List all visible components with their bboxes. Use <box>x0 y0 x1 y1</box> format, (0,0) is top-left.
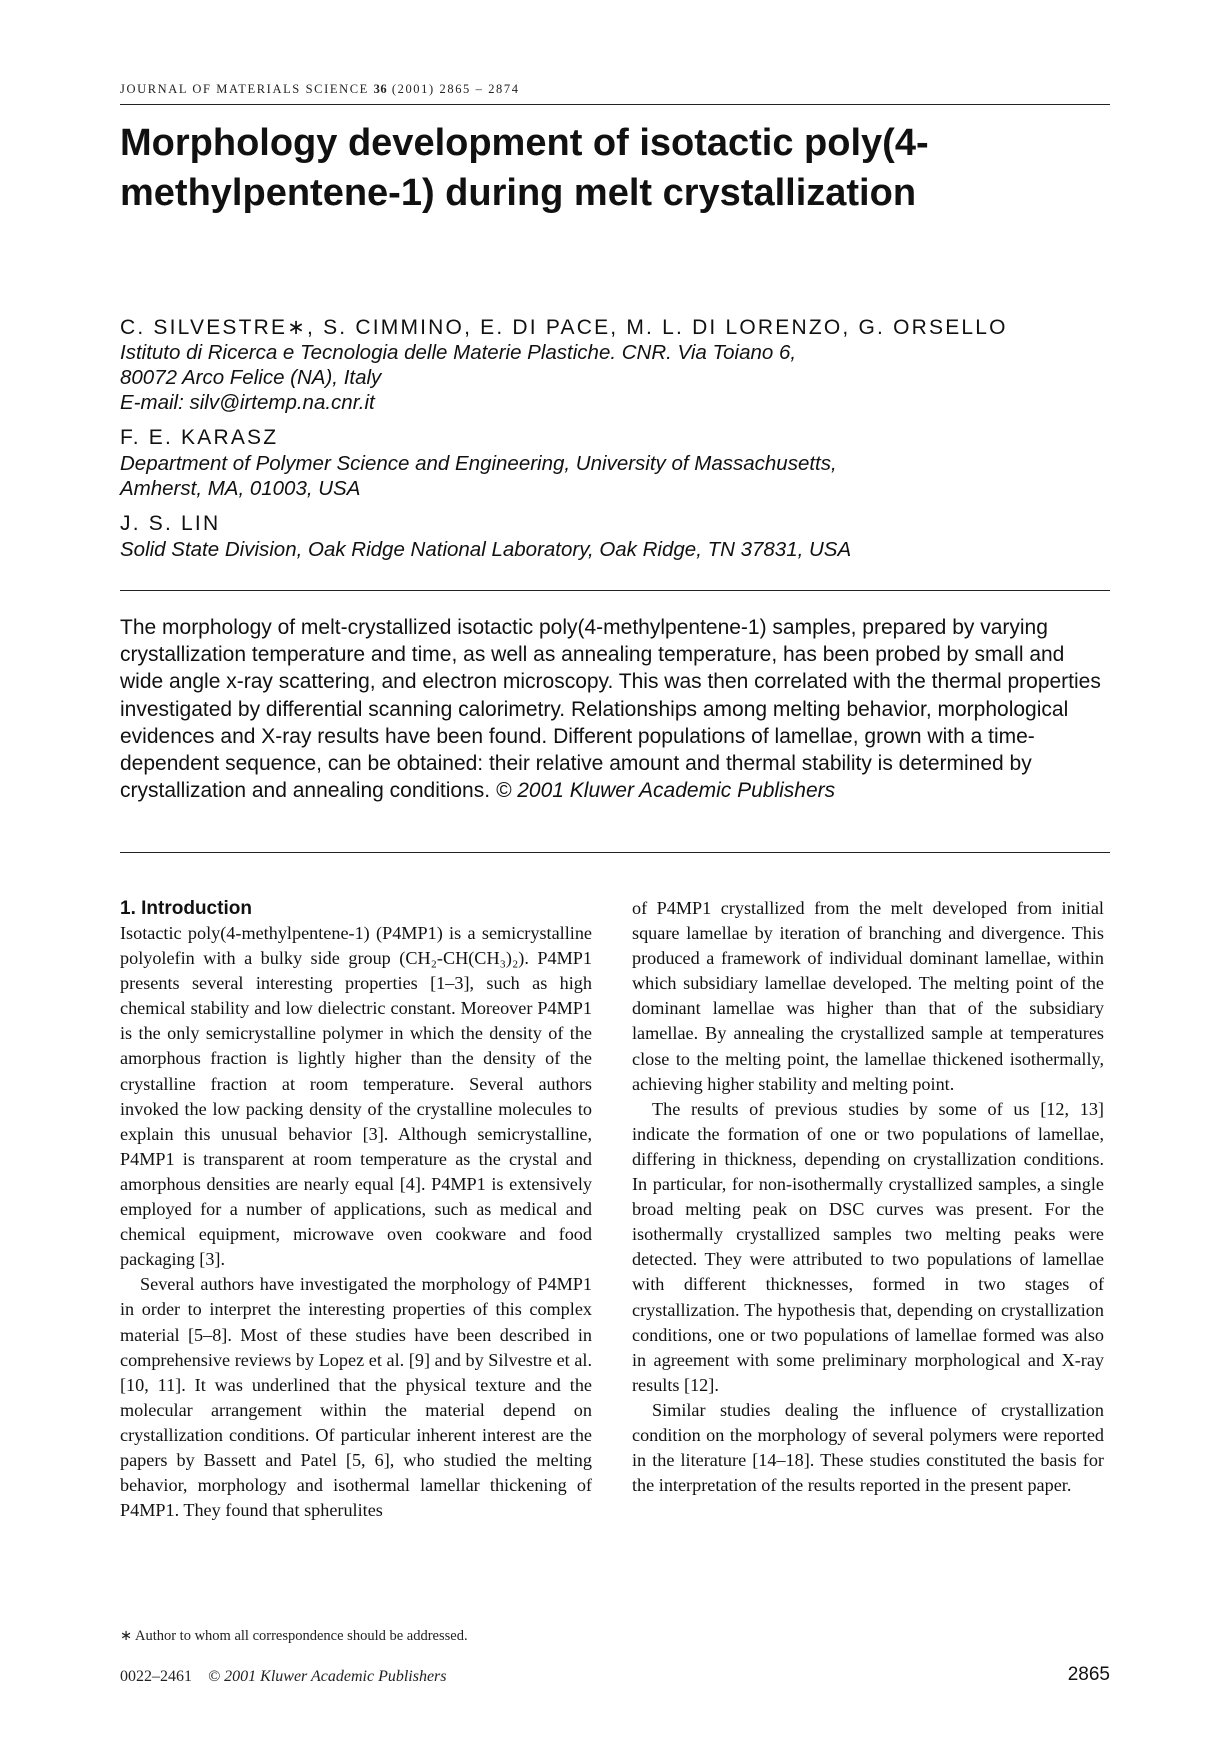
body-paragraph: of P4MP1 crystallized from the melt developed from initial square lamellae by iteration of branching and divergence. This produced a framework of individual dominant lamellae, within which subsidiary lamellae developed. The melting point of the dominant lamellae was higher than that of the subsidiary lamellae. By annealing the crystallized sample at temperatures close to the melting point, the lamellae thickened isothermally, achieving higher stability and melting point. <box>632 898 1104 1094</box>
abstract-text: The morphology of melt-crystallized isotactic poly(4-methylpentene-1) samples, prepared by varying crystallization temperature and time, as well as annealing temperature, has been probed by small and wide angle x-ray scattering, and electron microscopy. This was then correlated with the thermal properties investigated by differential scanning calorimetry. Relationships among melting behavior, morphological evidences and X-ray results have been found. Different populations of lamellae, grown with a time-dependent sequence, can be obtained: their relative amount and thermal stability is determined by crystallization and annealing conditions. <box>120 616 1101 803</box>
abstract <box>120 614 1110 804</box>
section-heading: 1. Introduction <box>120 898 252 919</box>
footnote: ∗ Author to whom all correspondence should be addressed. <box>120 1628 468 1644</box>
affiliation-line: Istituto di Ricerca e Tecnologia delle Materie Plastiche. CNR. Via Toiano 6, <box>120 341 797 364</box>
affiliation-2 <box>120 451 1110 501</box>
journal-volume: 36 <box>373 82 388 96</box>
author-names-1: C. SILVESTRE∗, S. CIMMINO, E. DI PACE, M. L. DI LORENZO, G. ORSELLO <box>120 316 1008 339</box>
left-column <box>120 896 592 1523</box>
affiliation-line: Department of Polymer Science and Engineering, University of Massachusetts, <box>120 452 837 475</box>
issn: 0022–2461 <box>120 1668 192 1685</box>
author-names-2: F. E. KARASZ <box>120 426 279 449</box>
affiliation-line: Solid State Division, Oak Ridge National Laboratory, Oak Ridge, TN 37831, USA <box>120 538 852 561</box>
affiliation-3 <box>120 537 1110 562</box>
footer-copyright: © 2001 Kluwer Academic Publishers <box>208 1668 447 1685</box>
author-email: E-mail: silv@irtemp.na.cnr.it <box>120 391 375 414</box>
abstract-copyright: © 2001 Kluwer Academic Publishers <box>495 779 836 803</box>
affiliation-line: Amherst, MA, 01003, USA <box>120 477 361 500</box>
body-paragraph: Similar studies dealing the influence of crystallization condition on the morphology of several polymers were reported in the literature [14–18]. These studies constituted the basis for the interpretation of the results reported in the present paper. <box>632 1399 1104 1496</box>
footer-info <box>120 1668 447 1686</box>
abstract-bottom-rule <box>120 852 1110 853</box>
header-rule <box>120 104 1110 105</box>
author-names-3: J. S. LIN <box>120 512 221 535</box>
right-column <box>632 896 1104 1498</box>
body-paragraph: Several authors have investigated the morphology of P4MP1 in order to interpret the interesting properties of this complex material [5–8]. Most of these studies have been described in comprehensive reviews by Lopez et al. [9] and by Silvestre et al. [10, 11]. It was underlined that the physical texture and the molecular arrangement within the material depend on crystallization conditions. Of particular inherent interest are the papers by Bassett and Patel [5, 6], who studied the melting behavior, morphology and isothermal lamellar thickening of P4MP1. They found that spherulites <box>120 1274 592 1521</box>
journal-name: JOURNAL OF MATERIALS SCIENCE <box>120 82 369 96</box>
paper-title: Morphology development of isotactic poly(4-methylpentene-1) during melt crystallization <box>120 122 929 214</box>
running-head <box>120 82 1110 97</box>
body-paragraph: Isotactic poly(4-methylpentene-1) (P4MP1) is a semicrystalline polyolefin with a bulky side group (CH₂-CH(CH₃)₂). P4MP1 presents several interesting properties [1–3], such as high chemical stability and low dielectric constant. Moreover P4MP1 is the only semicrystalline polymer in which the density of the amorphous fraction is lightly higher than the density of the crystalline fraction at room temperature. Several authors invoked the low packing density of the crystalline molecules to explain this unusual behavior [3]. Although semicrystalline, P4MP1 is transparent at room temperature as the crystal and amorphous densities are nearly equal [4]. P4MP1 is extensively employed for a number of applications, such as medical and chemical equipment, microwave oven cookware and food packaging [3]. <box>120 923 592 1270</box>
journal-year-pages: (2001) 2865 – 2874 <box>391 82 520 96</box>
page-number: 2865 <box>1067 1664 1110 1685</box>
body-paragraph: The results of previous studies by some of us [12, 13] indicate the formation of one or two populations of lamellae, differing in thickness, depending on crystallization conditions. In particular, for non-isothermally crystallized samples, a single broad melting peak on DSC curves was present. For the isothermally crystallized samples two melting peaks were detected. They were attributed to two populations of lamellae with different thicknesses, formed in two stages of crystallization. The hypothesis that, depending on crystallization conditions, one or two populations of lamellae formed was also in agreement with some preliminary morphological and X-ray results [12]. <box>632 1098 1104 1395</box>
affiliation-line: 80072 Arco Felice (NA), Italy <box>120 366 382 389</box>
abstract-top-rule <box>120 590 1110 591</box>
affiliation-1 <box>120 340 1110 415</box>
